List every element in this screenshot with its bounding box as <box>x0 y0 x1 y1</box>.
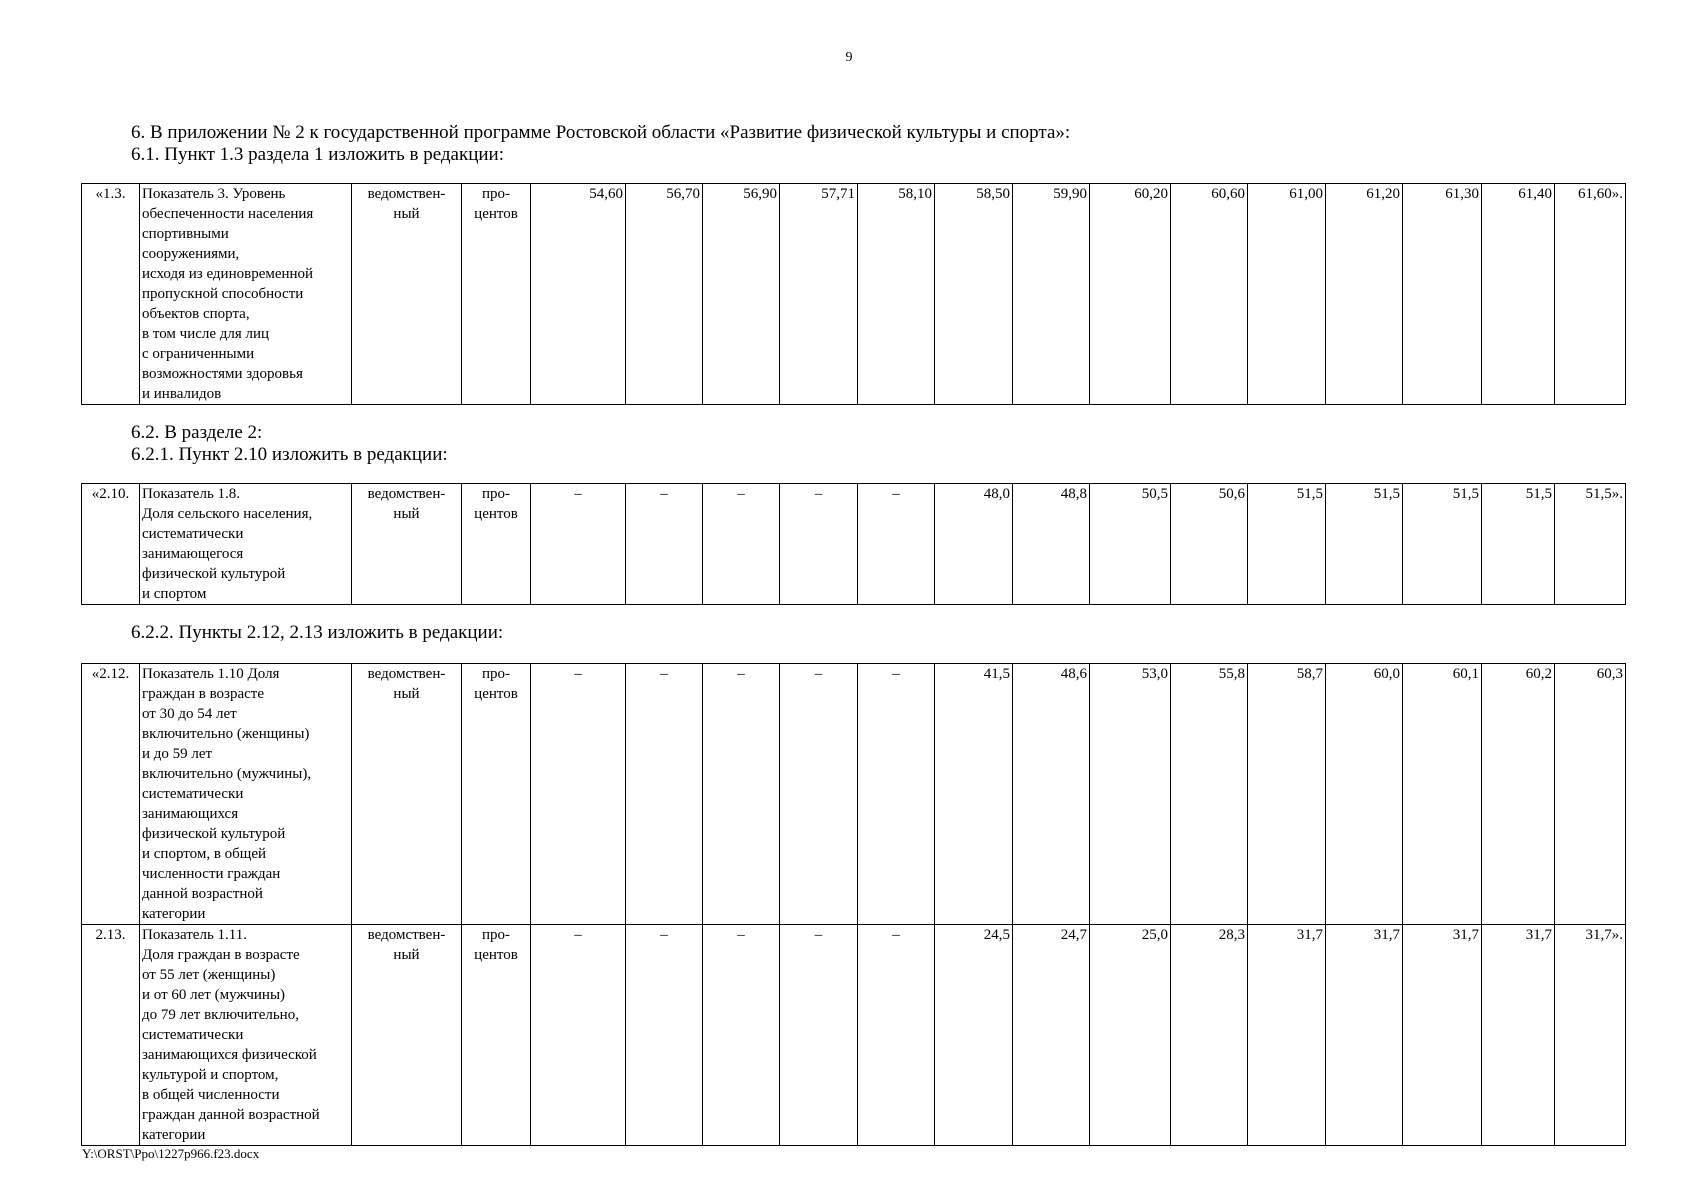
value-cell: 61,00 <box>1248 184 1326 405</box>
indicator-table-1-3 <box>81 183 1626 405</box>
value-cell: 51,5 <box>1326 484 1403 605</box>
value-cell: 31,7 <box>1403 925 1482 1146</box>
value-cell: – <box>626 664 703 925</box>
section-6-2-line-2: 6.2.1. Пункт 2.10 изложить в редакции: <box>131 444 448 465</box>
value-cell: – <box>858 484 935 605</box>
indicator-type-cell: ведомствен- ный <box>352 184 462 405</box>
value-cell: 53,0 <box>1090 664 1171 925</box>
indicator-type-cell: ведомствен- ный <box>352 664 462 925</box>
table-row <box>82 925 1626 1146</box>
value-cell: 54,60 <box>531 184 626 405</box>
value-cell: – <box>703 484 780 605</box>
value-cell: – <box>531 925 626 1146</box>
value-cell: 31,7 <box>1482 925 1555 1146</box>
unit-cell: про- центов <box>462 184 531 405</box>
value-cell: 28,3 <box>1171 925 1248 1146</box>
value-cell: 61,60». <box>1555 184 1626 405</box>
value-cell: 56,70 <box>626 184 703 405</box>
value-cell: 50,6 <box>1171 484 1248 605</box>
indicator-table-2-12-2-13 <box>81 663 1626 1146</box>
value-cell: 48,6 <box>1013 664 1090 925</box>
file-path-footer: Y:\ORST\Ppo\1227p966.f23.docx <box>82 1146 260 1161</box>
value-cell: – <box>703 925 780 1146</box>
page-number: 9 <box>845 50 853 65</box>
value-cell: 41,5 <box>935 664 1013 925</box>
section-6-2-paragraph <box>131 422 448 466</box>
value-cell: 59,90 <box>1013 184 1090 405</box>
value-cell: 61,40 <box>1482 184 1555 405</box>
row-number-cell: 2.13. <box>82 925 140 1146</box>
table-row <box>82 184 1626 405</box>
value-cell: 48,0 <box>935 484 1013 605</box>
unit-cell: про- центов <box>462 484 531 605</box>
value-cell: 60,0 <box>1326 664 1403 925</box>
row-number-cell: «2.10. <box>82 484 140 605</box>
value-cell: 60,1 <box>1403 664 1482 925</box>
value-cell: 24,5 <box>935 925 1013 1146</box>
section-6-2-2-paragraph: 6.2.2. Пункты 2.12, 2.13 изложить в редакции: <box>131 622 504 643</box>
indicator-type-cell: ведомствен- ный <box>352 925 462 1146</box>
value-cell: – <box>858 925 935 1146</box>
value-cell: 61,30 <box>1403 184 1482 405</box>
unit-cell: про- центов <box>462 664 531 925</box>
value-cell: 50,5 <box>1090 484 1171 605</box>
value-cell: – <box>626 484 703 605</box>
indicator-name-cell: Показатель 1.10 Доля граждан в возрасте от 30 до 54 лет включительно (женщины) и до 59 лет включительно (мужчины), систематически занимающихся физической культурой и спортом, в общей численности граждан данной возрастной категории <box>140 664 352 925</box>
value-cell: 58,50 <box>935 184 1013 405</box>
value-cell: 31,7». <box>1555 925 1626 1146</box>
indicator-name-cell: Показатель 3. Уровень обеспеченности населения спортивными сооружениями, исходя из единовременной пропускной способности объектов спорта, в том числе для лиц с ограниченными возможностями здоровья и инвалидов <box>140 184 352 405</box>
section-6-2-line-1: 6.2. В разделе 2: <box>131 422 263 443</box>
value-cell: 51,5 <box>1248 484 1326 605</box>
value-cell: – <box>780 925 858 1146</box>
value-cell: 60,20 <box>1090 184 1171 405</box>
value-cell: 60,2 <box>1482 664 1555 925</box>
value-cell: – <box>858 664 935 925</box>
value-cell: 31,7 <box>1326 925 1403 1146</box>
indicator-name-cell: Показатель 1.8. Доля сельского населения, систематически занимающегося физической культурой и спортом <box>140 484 352 605</box>
indicator-table-2-10 <box>81 483 1626 605</box>
value-cell: – <box>703 664 780 925</box>
table-row <box>82 484 1626 605</box>
value-cell: 58,7 <box>1248 664 1326 925</box>
value-cell: 51,5 <box>1482 484 1555 605</box>
value-cell: 61,20 <box>1326 184 1403 405</box>
table-row <box>82 664 1626 925</box>
value-cell: 51,5». <box>1555 484 1626 605</box>
value-cell: – <box>531 484 626 605</box>
value-cell: 55,8 <box>1171 664 1248 925</box>
value-cell: – <box>780 484 858 605</box>
value-cell: 24,7 <box>1013 925 1090 1146</box>
value-cell: 58,10 <box>858 184 935 405</box>
value-cell: 48,8 <box>1013 484 1090 605</box>
intro-line-1: 6. В приложении № 2 к государственной программе Ростовской области «Развитие физической культуры и спорта»: <box>131 122 1071 143</box>
indicator-name-cell: Показатель 1.11. Доля граждан в возрасте от 55 лет (женщины) и от 60 лет (мужчины) до 79 лет включительно, систематически занимающихся физической культурой и спортом, в общей численности граждан данной возрастной категории <box>140 925 352 1146</box>
intro-line-2: 6.1. Пункт 1.3 раздела 1 изложить в редакции: <box>131 144 504 165</box>
indicator-type-cell: ведомствен- ный <box>352 484 462 605</box>
value-cell: 51,5 <box>1403 484 1482 605</box>
intro-paragraph <box>131 122 1070 166</box>
value-cell: 25,0 <box>1090 925 1171 1146</box>
value-cell: 60,60 <box>1171 184 1248 405</box>
row-number-cell: «1.3. <box>82 184 140 405</box>
value-cell: – <box>531 664 626 925</box>
value-cell: – <box>626 925 703 1146</box>
value-cell: – <box>780 664 858 925</box>
value-cell: 56,90 <box>703 184 780 405</box>
value-cell: 31,7 <box>1248 925 1326 1146</box>
row-number-cell: «2.12. <box>82 664 140 925</box>
value-cell: 60,3 <box>1555 664 1626 925</box>
unit-cell: про- центов <box>462 925 531 1146</box>
value-cell: 57,71 <box>780 184 858 405</box>
